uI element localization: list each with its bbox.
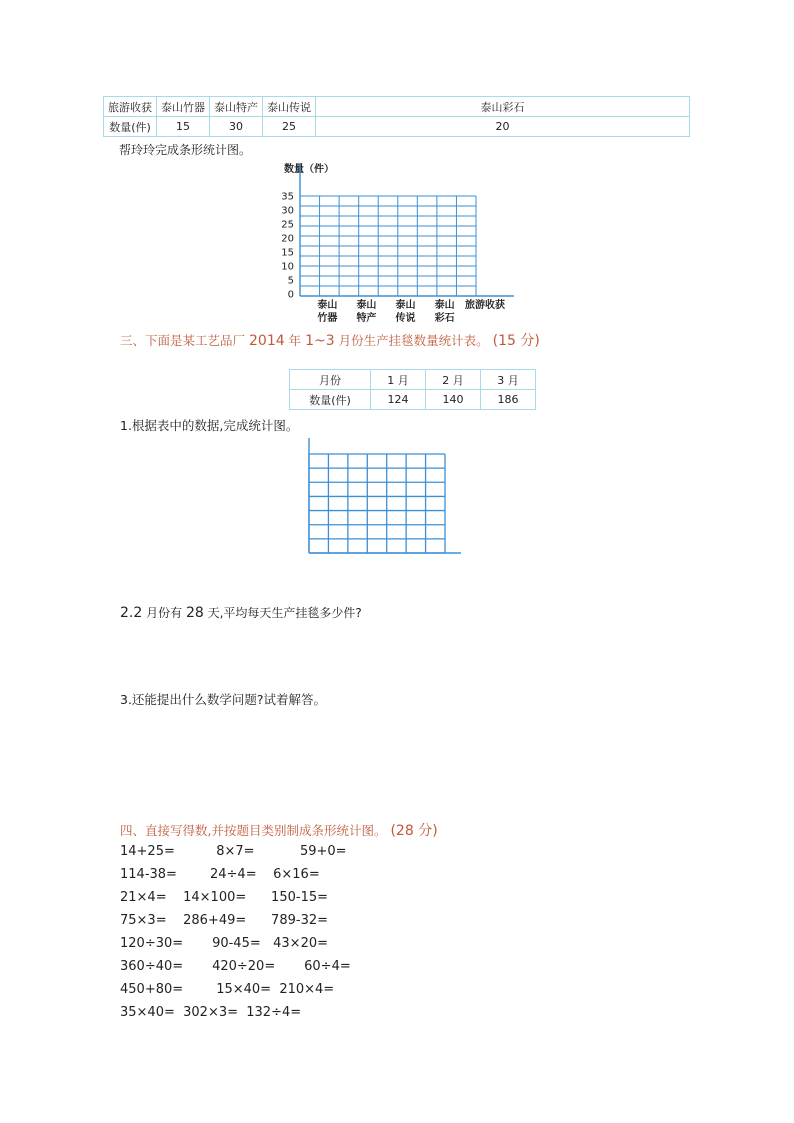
table-cell: 泰山传说 — [263, 97, 316, 117]
calc-row: 120÷30= 90-45= 43×20= — [120, 936, 328, 951]
x-category-label: 泰山 — [317, 300, 338, 311]
table-row — [104, 117, 690, 137]
section-3-mid1: 年 — [288, 333, 302, 348]
y-tick-label: 5 — [287, 275, 294, 287]
calc-row: 35×40= 302×3= 132÷4= — [120, 1005, 302, 1020]
souvenir-table — [103, 96, 690, 137]
table-row — [290, 370, 536, 390]
question-2-days: 28 — [185, 605, 204, 621]
question-3: 3.还能提出什么数学问题?试着解答。 — [120, 692, 327, 707]
question-2 — [120, 604, 362, 621]
section-4-heading — [120, 820, 438, 840]
month-table — [289, 369, 536, 410]
table-cell: 1 月 — [371, 370, 426, 390]
section-4-score: (28 分) — [390, 823, 438, 839]
bar-chart-prompt: 帮玲玲完成条形统计图。 — [119, 143, 252, 157]
x-category-label: 彩石 — [434, 313, 455, 324]
table-cell: 3 月 — [481, 370, 536, 390]
x-axis-categories — [317, 298, 454, 324]
calc-row: 21×4= 14×100= 150-15= — [120, 890, 328, 905]
calc-row: 360÷40= 420÷20= 60÷4= — [120, 959, 351, 974]
table-cell: 旅游收获 — [104, 97, 157, 117]
x-category-label: 传说 — [395, 313, 416, 324]
y-tick-label: 30 — [281, 205, 294, 217]
section-3-score: (15 分) — [492, 333, 540, 349]
table-cell: 15 — [157, 117, 210, 137]
table-cell: 124 — [371, 390, 426, 410]
x-category-label: 泰山 — [356, 300, 377, 311]
table-cell: 数量(件) — [104, 117, 157, 137]
question-2-text-a: 月份有 — [146, 606, 183, 620]
table-cell: 泰山彩石 — [316, 97, 690, 117]
question-2-text-b: 天,平均每天生产挂毯多少件? — [207, 606, 362, 620]
x-category-label: 泰山 — [395, 300, 416, 311]
calc-row: 75×3= 286+49= 789-32= — [120, 913, 328, 928]
x-category-label: 特产 — [356, 313, 377, 324]
calc-row: 450+80= 15×40= 210×4= — [120, 982, 335, 997]
y-tick-label: 35 — [281, 191, 294, 203]
y-tick-label: 15 — [281, 247, 294, 259]
table-cell: 泰山竹器 — [157, 97, 210, 117]
bar-chart — [270, 158, 530, 328]
table-cell: 泰山特产 — [210, 97, 263, 117]
y-tick-label: 20 — [281, 233, 294, 245]
y-tick-label: 10 — [281, 261, 294, 273]
blank-chart-grid — [300, 436, 470, 561]
x-category-label: 泰山 — [434, 300, 455, 311]
question-2-number: 2.2 — [120, 605, 143, 621]
section-3-prefix: 三、下面是某工艺品厂 — [120, 333, 246, 348]
x-axis-label: 旅游收获 — [465, 300, 505, 311]
table-cell: 140 — [426, 390, 481, 410]
x-category-label: 竹器 — [317, 313, 338, 324]
chart-grid — [300, 164, 514, 296]
table-cell: 20 — [316, 117, 690, 137]
table-cell: 30 — [210, 117, 263, 137]
table-row — [104, 97, 690, 117]
table-cell: 数量(件) — [290, 390, 371, 410]
table-cell: 2 月 — [426, 370, 481, 390]
table-cell: 186 — [481, 390, 536, 410]
section-3-year: 2014 — [249, 333, 285, 349]
y-axis-ticks — [281, 192, 294, 301]
section-3-range: 1~3 — [305, 333, 335, 349]
section-3-mid2: 月份生产挂毯数量统计表。 — [338, 333, 489, 348]
calc-row: 114-38= 24÷4= 6×16= — [120, 867, 320, 882]
table-row — [290, 390, 536, 410]
y-tick-label: 25 — [281, 219, 294, 231]
section-4-label: 四、直接写得数,并按题目类别制成条形统计图。 — [120, 823, 387, 838]
calc-row: 14+25= 8×7= 59+0= — [120, 844, 347, 859]
table-cell: 月份 — [290, 370, 371, 390]
question-1: 1.根据表中的数据,完成统计图。 — [120, 418, 299, 433]
table-cell: 25 — [263, 117, 316, 137]
y-axis-label: 数量（件） — [284, 164, 334, 175]
section-3-heading — [120, 330, 540, 350]
y-tick-label: 0 — [287, 289, 294, 301]
